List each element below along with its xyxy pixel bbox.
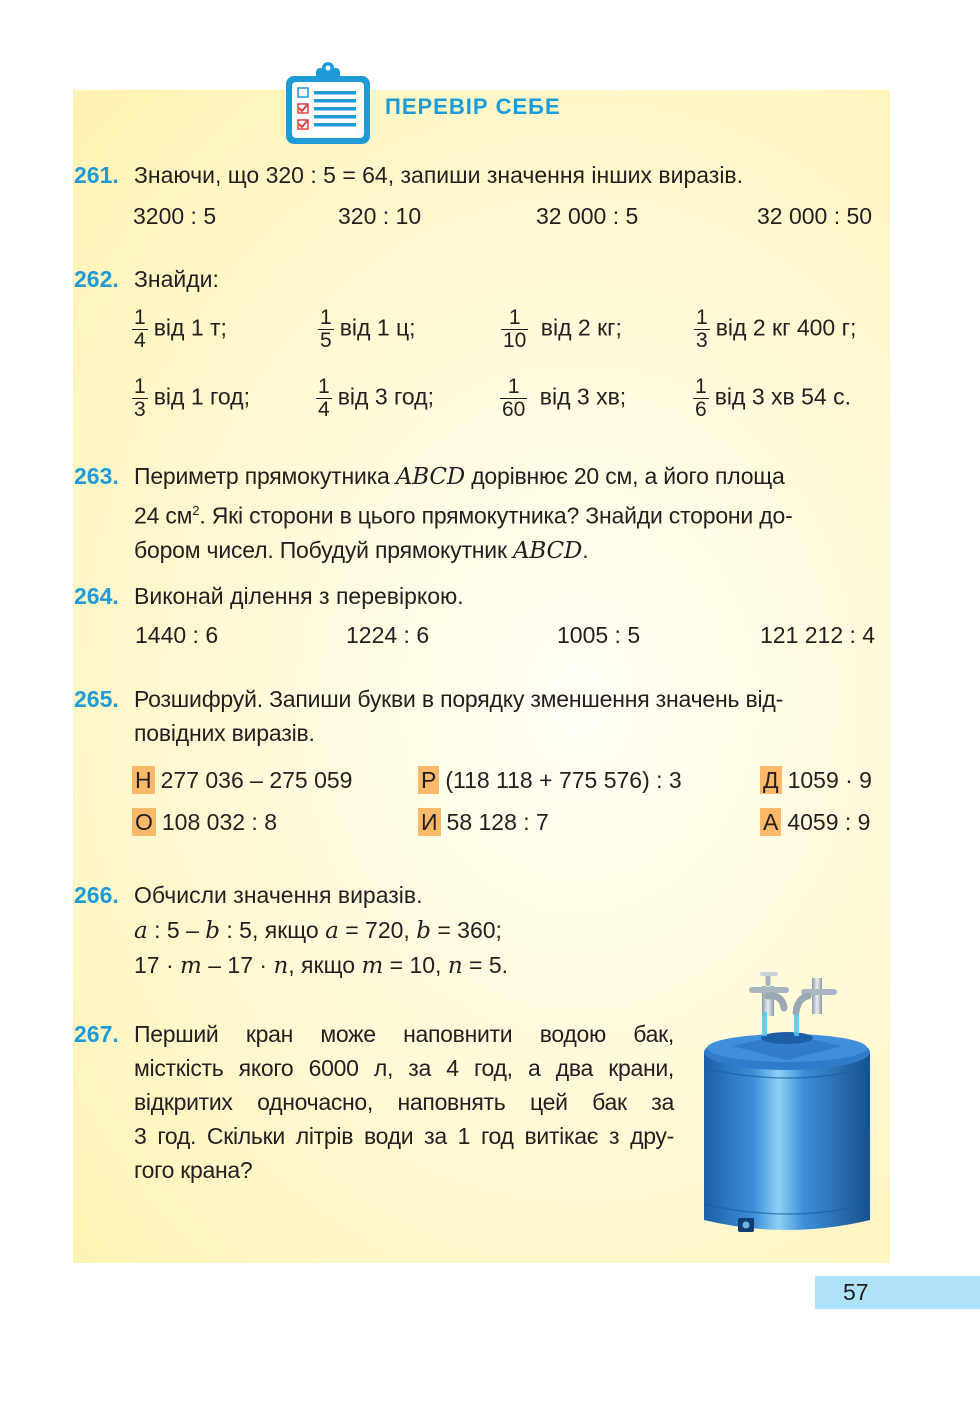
expression: 121 212 : 4 [760, 622, 876, 648]
fraction-item: $\frac{1}{6}$ від 3 хв 54 с. [695, 375, 851, 421]
cipher-letter: Н [132, 766, 155, 794]
fraction-item: $\frac{1}{4}$ від 3 год; [318, 375, 434, 421]
cipher-letter: Р [418, 766, 439, 794]
expression: 320 : 10 [338, 203, 422, 229]
task-text: Перший кран може наповнити водою бак, місткість якого 6000 л, за 4 год, а два крани, відкритих одночасно, наповнять цей бак за 3 год. Скільки літрів води за 1 год витікає з дру- гого крана? [134, 1021, 674, 1183]
page-number: 57 [843, 1279, 869, 1305]
fraction: $\frac{1}{6}$ [695, 375, 707, 421]
checklist-clipboard-icon [282, 60, 374, 146]
fraction: $\frac{1}{4}$ [318, 375, 330, 421]
section-title: ПЕРЕВІР СЕБЕ [385, 94, 561, 119]
expression-line: 17 · m – 17 · n, якщо m = 10, n = 5. [134, 952, 509, 979]
cipher-item: И 58 128 : 7 [418, 808, 549, 836]
fraction-item: $\frac{1}{10}$ від 2 кг; [503, 306, 622, 352]
fraction: $\frac{1}{10}$ [503, 306, 527, 352]
cipher-item: Д 1059 · 9 [760, 766, 872, 794]
expression: 3200 : 5 [133, 203, 217, 229]
expression: 32 000 : 50 [757, 203, 873, 229]
task-number: 264. [74, 583, 119, 609]
cipher-item: Р (118 118 + 775 576) : 3 [418, 766, 682, 794]
cipher-letter: О [132, 808, 156, 836]
fraction-item: $\frac{1}{5}$ від 1 ц; [320, 306, 416, 352]
expression-line: a : 5 – b : 5, якщо a = 720, b = 360; [134, 917, 502, 944]
page-number-bar [815, 1276, 980, 1309]
expression: 1440 : 6 [135, 622, 219, 648]
fraction-item: $\frac{1}{3}$ від 1 год; [134, 375, 250, 421]
task-text: Знайди: [134, 266, 219, 292]
cipher-item: А 4059 : 9 [760, 808, 870, 836]
task-number: 261. [74, 162, 119, 188]
expression: 1005 : 5 [557, 622, 641, 648]
task-number: 263. [74, 463, 119, 489]
task-number: 265. [74, 686, 119, 712]
fraction: $\frac{1}{3}$ [696, 306, 708, 352]
task-text: Периметр прямокутника ABCD дорівнює 20 см, а його площа 24 $см^2$. Які сторони в цього прямокутника? Знайди сторони до- бором чисел. Побудуй прямокутник ABCD. [134, 463, 793, 564]
cipher-item: Н 277 036 – 275 059 [132, 766, 352, 794]
cipher-letter: А [760, 808, 781, 836]
fraction: $\frac{1}{60}$ [502, 375, 526, 421]
fraction-item: $\frac{1}{4}$ від 1 т; [134, 306, 227, 352]
fraction: $\frac{1}{5}$ [320, 306, 332, 352]
task-text: Розшифруй. Запиши букви в порядку зменшення значень від- повідних виразів. [134, 686, 784, 746]
task-text: Знаючи, що 320 : 5 = 64, запиши значення інших виразів. [134, 162, 744, 188]
water-tank-illustration [692, 968, 882, 1238]
task-text: Виконай ділення з перевіркою. [134, 583, 464, 609]
fraction: $\frac{1}{4}$ [134, 306, 146, 352]
expression: 32 000 : 5 [536, 203, 639, 229]
cipher-letter: Д [760, 766, 782, 794]
fraction: $\frac{1}{3}$ [134, 375, 146, 421]
task-text: Обчисли значення виразів. [134, 882, 423, 908]
expression: 1224 : 6 [346, 622, 430, 648]
cipher-letter: И [418, 808, 441, 836]
task-number: 262. [74, 266, 119, 292]
fraction-item: $\frac{1}{60}$ від 3 хв; [502, 375, 627, 421]
task-number: 266. [74, 882, 119, 908]
fraction-item: $\frac{1}{3}$ від 2 кг 400 г; [696, 306, 857, 352]
cipher-item: О 108 032 : 8 [132, 808, 277, 836]
task-number: 267. [74, 1021, 119, 1047]
